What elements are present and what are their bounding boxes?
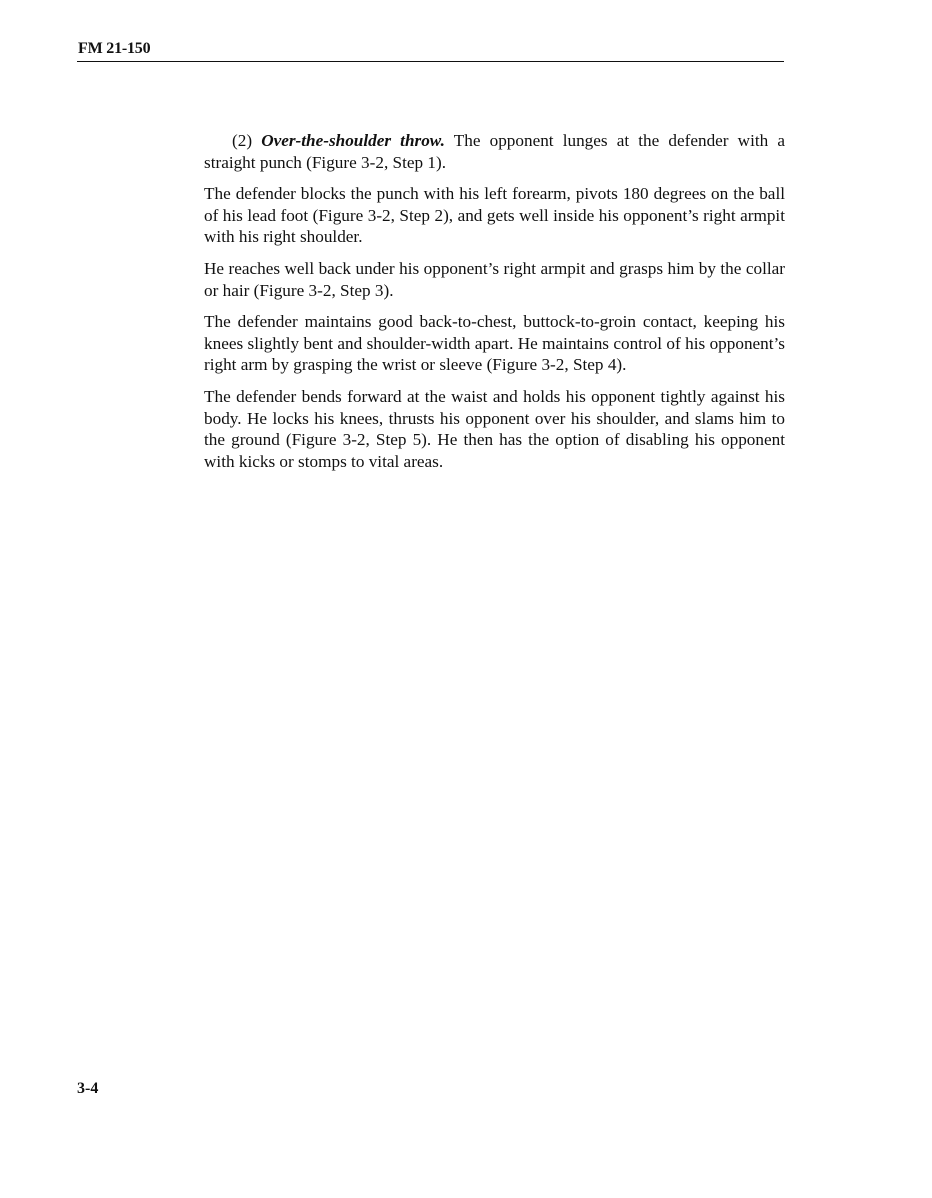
run-in-heading: Over-the-shoulder throw. [261, 131, 445, 150]
page-number: 3-4 [77, 1080, 99, 1097]
document-id: FM 21-150 [78, 40, 151, 57]
body-text [204, 130, 785, 482]
paragraph-block-and-pivot: The defender blocks the punch with his left forearm, pivots 180 degrees on the ball of his lead foot (Figure 3-2, Step 2), and gets well inside his opponent’s right armpit with his right shoulder. [204, 184, 785, 247]
paragraph-maintain-contact: The defender maintains good back-to-chest, buttock-to-groin contact, keeping his knees slightly bent and shoulder-width apart. He maintains control of his opponent’s right arm by grasping the wrist or sleeve (Figure 3-2, Step 4). [204, 312, 785, 375]
paragraph-over-the-shoulder-throw [204, 130, 785, 173]
paragraph-grasp-collar: He reaches well back under his opponent’s right armpit and grasps him by the collar or hair (Figure 3-2, Step 3). [204, 258, 785, 300]
running-head [77, 40, 784, 62]
paragraph-text: The opponent lunges at the defender with a straight punch (Figure 3-2, Step 1). [204, 131, 785, 172]
paragraph-throw: The defender bends forward at the waist and holds his opponent tightly against his body. He locks his knees, thrusts his opponent over his shoulder, and slams him to the ground (Figure 3-2, Step 5). He then has the option of disabling his opponent with kicks or stomps to vital areas. [204, 386, 785, 471]
paragraph-number: (2) [232, 131, 262, 150]
